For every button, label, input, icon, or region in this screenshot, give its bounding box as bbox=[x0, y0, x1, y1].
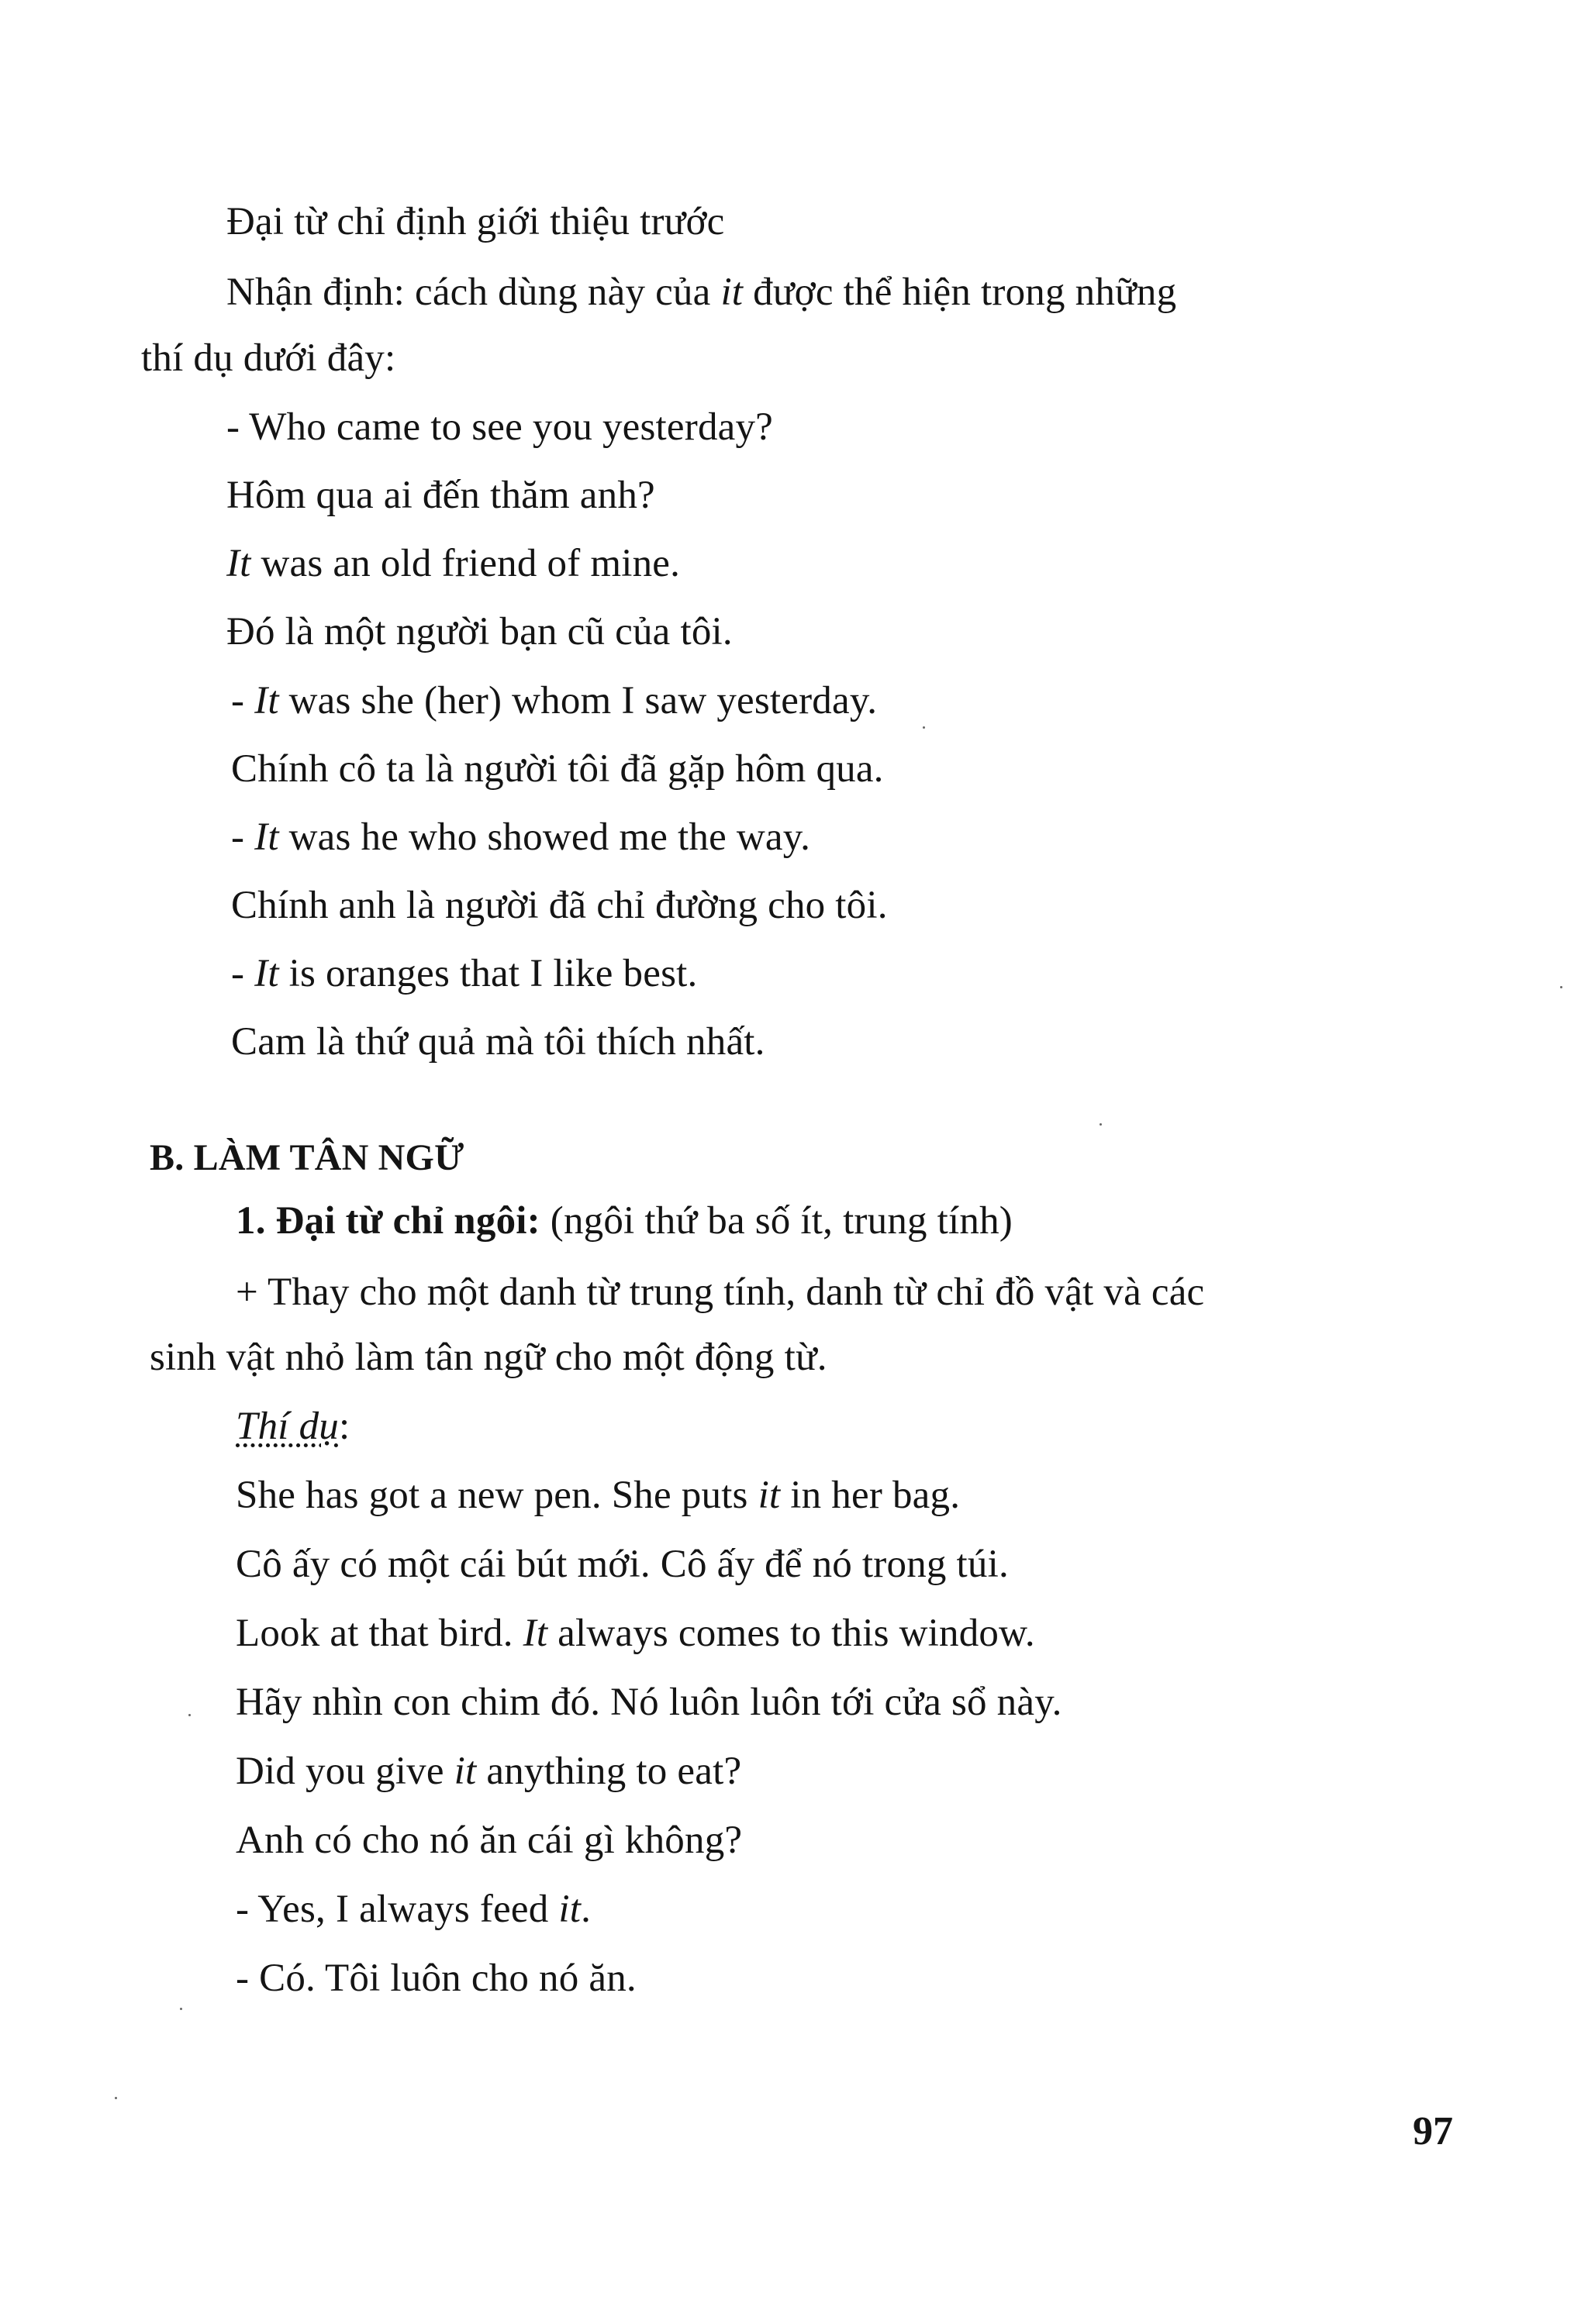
example-2: - It was she (her) whom I saw yesterday. bbox=[231, 679, 878, 722]
scan-speck bbox=[1100, 1123, 1102, 1126]
sentence-4: - Yes, I always feed it. bbox=[236, 1888, 592, 1931]
sentence-2-vi: Hãy nhìn con chim đó. Nó luôn luôn tới cửa sổ này. bbox=[236, 1681, 1062, 1724]
section-b-title: B. LÀM TÂN NGỮ bbox=[150, 1137, 464, 1178]
example-answer-1: It was an old friend of mine. bbox=[226, 542, 681, 585]
intro-note-line2: thí dụ dưới đây: bbox=[141, 336, 396, 380]
sentence-4-vi: - Có. Tôi luôn cho nó ăn. bbox=[236, 1957, 637, 2000]
sentence-3: Did you give it anything to eat? bbox=[236, 1750, 742, 1793]
sentence-3-vi: Anh có cho nó ăn cái gì không? bbox=[236, 1819, 743, 1862]
example-2-vi: Chính cô ta là người tôi đã gặp hôm qua. bbox=[231, 747, 884, 791]
page-number: 97 bbox=[1413, 2109, 1453, 2153]
example-4-vi: Cam là thứ quả mà tôi thích nhất. bbox=[231, 1020, 765, 1064]
subsection-heading: 1. Đại từ chỉ ngôi: (ngôi thứ ba số ít, trung tính) bbox=[236, 1199, 1013, 1243]
scan-speck bbox=[1560, 986, 1562, 988]
sentence-1: She has got a new pen. She puts it in her bag. bbox=[236, 1474, 961, 1517]
example-label: Thí dụ: bbox=[236, 1405, 350, 1448]
description-line-2: sinh vật nhỏ làm tân ngữ cho một động từ. bbox=[150, 1336, 827, 1379]
intro-heading: Đại từ chỉ định giới thiệu trước bbox=[226, 200, 725, 243]
intro-note-line1: Nhận định: cách dùng này của it được thể hiện trong những bbox=[226, 271, 1177, 314]
description-line-1: + Thay cho một danh từ trung tính, danh từ chỉ đồ vật và các bbox=[236, 1271, 1205, 1314]
scan-speck bbox=[923, 726, 925, 729]
sentence-1-vi: Cô ấy có một cái bút mới. Cô ấy để nó trong túi. bbox=[236, 1543, 1009, 1586]
scan-speck bbox=[188, 1714, 191, 1716]
scan-speck bbox=[180, 2008, 182, 2010]
example-question-1-vi: Hôm qua ai đến thăm anh? bbox=[226, 474, 655, 517]
example-answer-1-vi: Đó là một người bạn cũ của tôi. bbox=[226, 610, 733, 653]
example-question-1: - Who came to see you yesterday? bbox=[226, 405, 774, 449]
example-3-vi: Chính anh là người đã chỉ đường cho tôi. bbox=[231, 884, 888, 927]
example-3: - It was he who showed me the way. bbox=[231, 815, 811, 859]
scan-speck bbox=[115, 2097, 117, 2099]
sentence-2: Look at that bird. It always comes to this window. bbox=[236, 1612, 1035, 1655]
example-4: - It is oranges that I like best. bbox=[231, 952, 698, 995]
